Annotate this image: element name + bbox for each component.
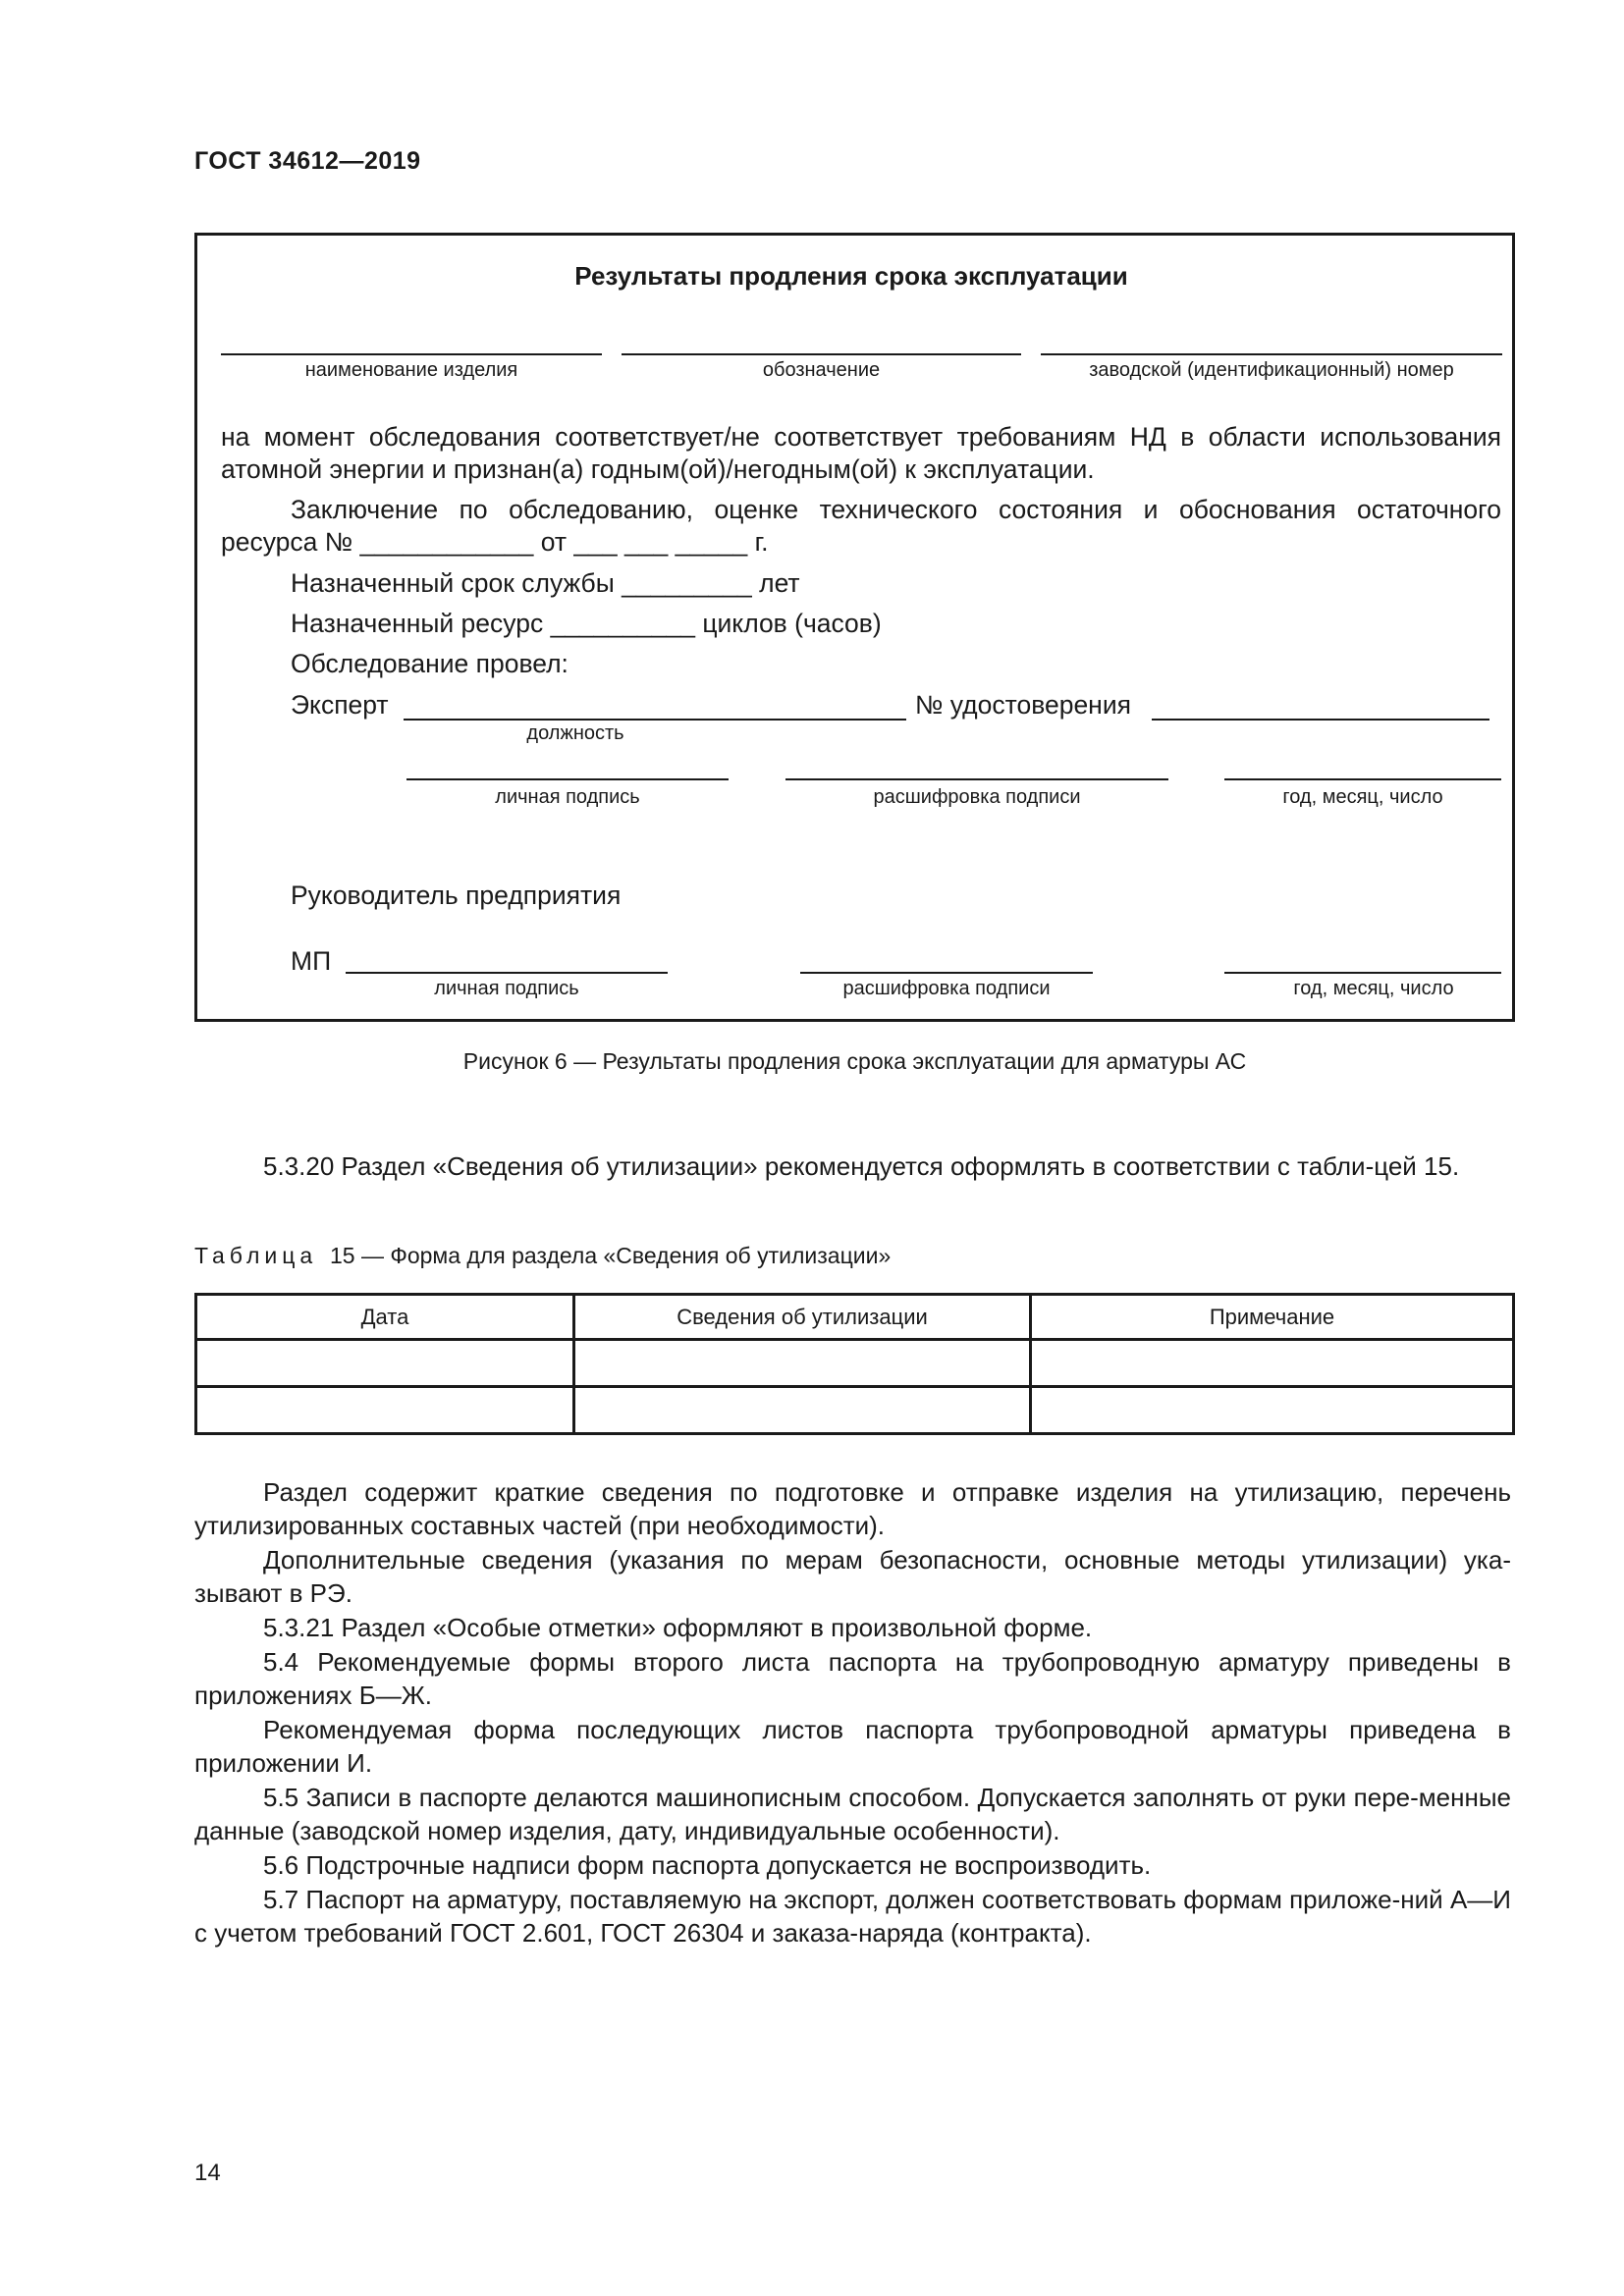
paragraph-text: 5.4 Рекомендуемые формы второго листа паспорта на трубопроводную арматуру приведены в приложениях Б—Ж. <box>194 1647 1511 1710</box>
paragraph <box>194 1611 1511 1644</box>
paragraph-text: 5.7 Паспорт на арматуру, поставляемую на экспорт, должен соответствовать формам приложе-ний А—И с учетом требований ГОСТ 2.601, ГОСТ 26304 и заказа-наряда (контракта). <box>194 1885 1511 1948</box>
column-header-date: Дата <box>196 1295 574 1340</box>
signature-caption-1: личная подпись <box>495 786 640 808</box>
head-label: Руководитель предприятия <box>291 881 622 910</box>
table-row <box>196 1340 1514 1387</box>
expert-line <box>404 719 906 721</box>
table-row <box>196 1387 1514 1434</box>
signature-line-2 <box>346 972 668 974</box>
stamp-label: МП <box>291 946 332 976</box>
table-cell <box>574 1340 1031 1387</box>
table-cell <box>196 1387 574 1434</box>
table-cell <box>574 1387 1031 1434</box>
resource: Назначенный ресурс __________ циклов (часов) <box>291 609 882 638</box>
inspected-by: Обследование провел: <box>291 649 568 678</box>
table-title-rest: 15 — Форма для раздела «Сведения об утилизации» <box>329 1243 892 1268</box>
designation-line <box>622 353 1021 355</box>
paragraph-text: 5.3.21 Раздел «Особые отметки» оформляют в произвольной форме. <box>263 1613 1093 1642</box>
date-line-2 <box>1224 972 1501 974</box>
signature-line-1 <box>406 778 729 780</box>
date-line-1 <box>1224 778 1501 780</box>
certificate-line <box>1152 719 1489 721</box>
conclusion-line-1: Заключение по обследованию, оценке технического состояния и обоснования остаточного <box>291 495 1501 524</box>
paragraph-5-3-20 <box>194 1149 1511 1183</box>
product-name-line <box>221 353 602 355</box>
page-number: 14 <box>194 2160 221 2186</box>
service-life: Назначенный срок службы _________ лет <box>291 568 800 598</box>
decoding-caption-1: расшифровка подписи <box>873 786 1081 808</box>
paragraph <box>194 1645 1511 1712</box>
statement-line-2: атомной энергии и признан(а) годным(ой)/негодным(ой) к эксплуатации. <box>221 454 1095 484</box>
product-name-caption: наименование изделия <box>304 359 518 381</box>
statement-line-1: на момент обследования соответствует/не соответствует требованиям НД в области использования <box>221 422 1501 452</box>
date-caption-2: год, месяц, число <box>1293 978 1454 999</box>
paragraph-text: Рекомендуемая форма последующих листов паспорта трубопроводной арматуры приведена в приложении И. <box>194 1715 1511 1778</box>
column-header-info: Сведения об утилизации <box>574 1295 1031 1340</box>
table-title-word: Таблица <box>194 1243 318 1268</box>
utilization-table <box>194 1293 1515 1435</box>
certificate-label: № удостоверения <box>915 690 1131 720</box>
paragraph <box>194 1883 1511 1949</box>
column-header-note: Примечание <box>1031 1295 1514 1340</box>
paragraph <box>194 1781 1511 1847</box>
figure-caption: Рисунок 6 — Результаты продления срока эксплуатации для арматуры АС <box>462 1048 1247 1074</box>
conclusion-line-2: ресурса № ____________ от ___ ___ _____ г. <box>221 527 769 557</box>
paragraph <box>194 1713 1511 1780</box>
paragraph-text: 5.3.20 Раздел «Сведения об утилизации» рекомендуется оформлять в соответствии с табли-цей 15. <box>263 1151 1460 1181</box>
paragraph-text: Дополнительные сведения (указания по мерам безопасности, основные методы утилизации) ука-зывают в РЭ. <box>194 1545 1511 1608</box>
table-cell <box>1031 1387 1514 1434</box>
decoding-line-1 <box>785 778 1168 780</box>
paragraph-text: 5.5 Записи в паспорте делаются машинописным способом. Допускается заполнять от руки пере-менные данные (заводской номер изделия, дату, индивидуальные особенности). <box>194 1783 1511 1845</box>
table-cell <box>1031 1340 1514 1387</box>
paragraph-text: Раздел содержит краткие сведения по подготовке и отправке изделия на утилизацию, перечень утилизированных составных частей (при необходимости). <box>194 1477 1511 1540</box>
designation-caption: обозначение <box>762 359 881 381</box>
form-title: Результаты продления срока эксплуатации <box>574 261 1128 291</box>
decoding-line-2 <box>800 972 1093 974</box>
position-caption: должность <box>526 722 624 744</box>
paragraph <box>194 1543 1511 1610</box>
table-title <box>194 1243 891 1269</box>
date-caption-1: год, месяц, число <box>1282 786 1443 808</box>
document-code: ГОСТ 34612—2019 <box>194 147 421 175</box>
decoding-caption-2: расшифровка подписи <box>842 978 1051 999</box>
paragraph <box>194 1475 1511 1542</box>
signature-caption-2: личная подпись <box>434 978 579 999</box>
table-cell <box>196 1340 574 1387</box>
paragraph-text: 5.6 Подстрочные надписи форм паспорта допускается не воспроизводить. <box>263 1850 1152 1880</box>
serial-caption: заводской (идентификационный) номер <box>1089 359 1454 381</box>
serial-line <box>1041 353 1502 355</box>
expert-label: Эксперт <box>291 690 389 720</box>
paragraph <box>194 1848 1511 1882</box>
